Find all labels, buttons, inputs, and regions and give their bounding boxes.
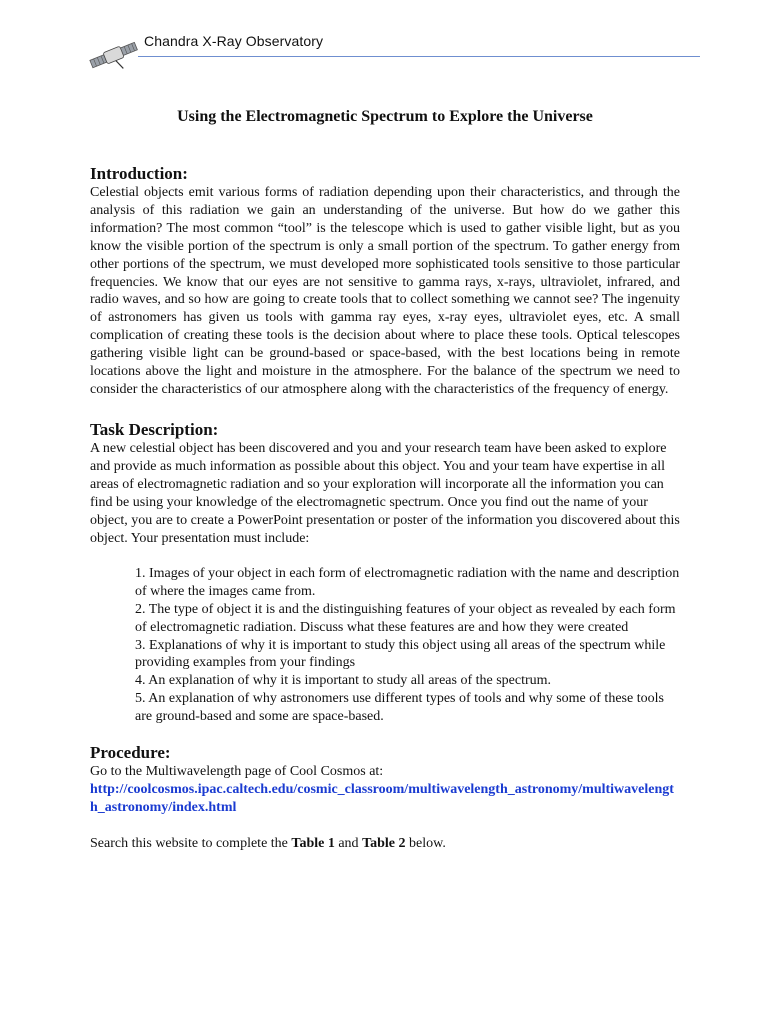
list-item: 3. Explanations of why it is important to study this object using all areas of the spectrum while providing examples from your findings (135, 637, 666, 671)
header-divider (138, 56, 700, 57)
introduction-paragraph: Celestial objects emit various forms of radiation depending upon their characteristics, and through the analysis of this radiation we gain an understanding of the universe. But how do we gather this information? The most common “tool” is the telescope which is used to gather visible light, but as you know the visible portion of the spectrum is only a small portion of the spectrum. To gather energy from other portions of the spectrum, we must developed more sophisticated tools sensitive to those particular frequencies. We know that our eyes are not sensitive to gamma rays, x-rays, ultraviolet, infrared, and radio waves, and so how are going to create tools that to collect something we cannot see? The ingenuity of astronomers has given us tools with gamma ray eyes, x-ray eyes, ultraviolet eyes, etc. A small complication of creating these tools is the decision about where to place these tools. Optical telescopes gathering visible light can be ground-based or space-based, with the best locations being in remote locations above the light and moisture in the atmosphere. For the balance of the spectrum we need to consider the characteristics of our atmosphere along with the characteristics of the frequency of energy. (90, 185, 680, 397)
table1-reference: Table 1 (291, 835, 335, 851)
task-description-heading: Task Description: (90, 419, 219, 439)
list-item: 1. Images of your object in each form of electromagnetic radiation with the name and description of where the images came from. (135, 565, 680, 599)
introduction-heading: Introduction: (90, 164, 188, 183)
search-suffix: below. (405, 835, 446, 851)
cool-cosmos-link-line (90, 781, 680, 817)
search-prefix: Search this website to complete the (90, 835, 292, 851)
requirements-list (135, 565, 680, 726)
procedure-heading: Procedure: (90, 743, 171, 763)
cool-cosmos-link[interactable]: http://coolcosmos.ipac.caltech.edu/cosmic_classroom/multiwavelength_astronomy/multiwavelength_astronomy/index.html (90, 781, 674, 815)
and-text: and (334, 835, 363, 851)
header-title: Chandra X-Ray Observatory (144, 33, 324, 49)
procedure-intro: Go to the Multiwavelength page of Cool Cosmos at: (90, 764, 384, 780)
document-body (90, 105, 680, 853)
satellite-icon (88, 36, 140, 76)
list-item: 2. The type of object it is and the distinguishing features of your object as revealed by each form of electromagnetic radiation. Discuss what these features are and how they were created (135, 601, 676, 635)
list-item: 4. An explanation of why it is important to study all areas of the spectrum. (135, 673, 552, 689)
search-instruction (90, 835, 680, 853)
task-description-paragraph: A new celestial object has been discovered and you and your research team have been asked to explore and provide as much information as possible about this object. You and your team have expertise in all areas of electromagnetic radiation and so your exploration will incorporate all the information you can find be using your knowledge of the electromagnetic spectrum. Once you find out the name of your object, you are to create a PowerPoint presentation or poster of the information you discovered about this object. Your presentation must include: (90, 440, 680, 546)
page-header (88, 26, 700, 76)
list-item: 5. An explanation of why astronomers use different types of tools and why some of these tools are ground-based and some are space-based. (135, 691, 664, 725)
table2-reference: Table 2 (362, 835, 406, 851)
document-title: Using the Electromagnetic Spectrum to Explore the Universe (177, 108, 593, 125)
